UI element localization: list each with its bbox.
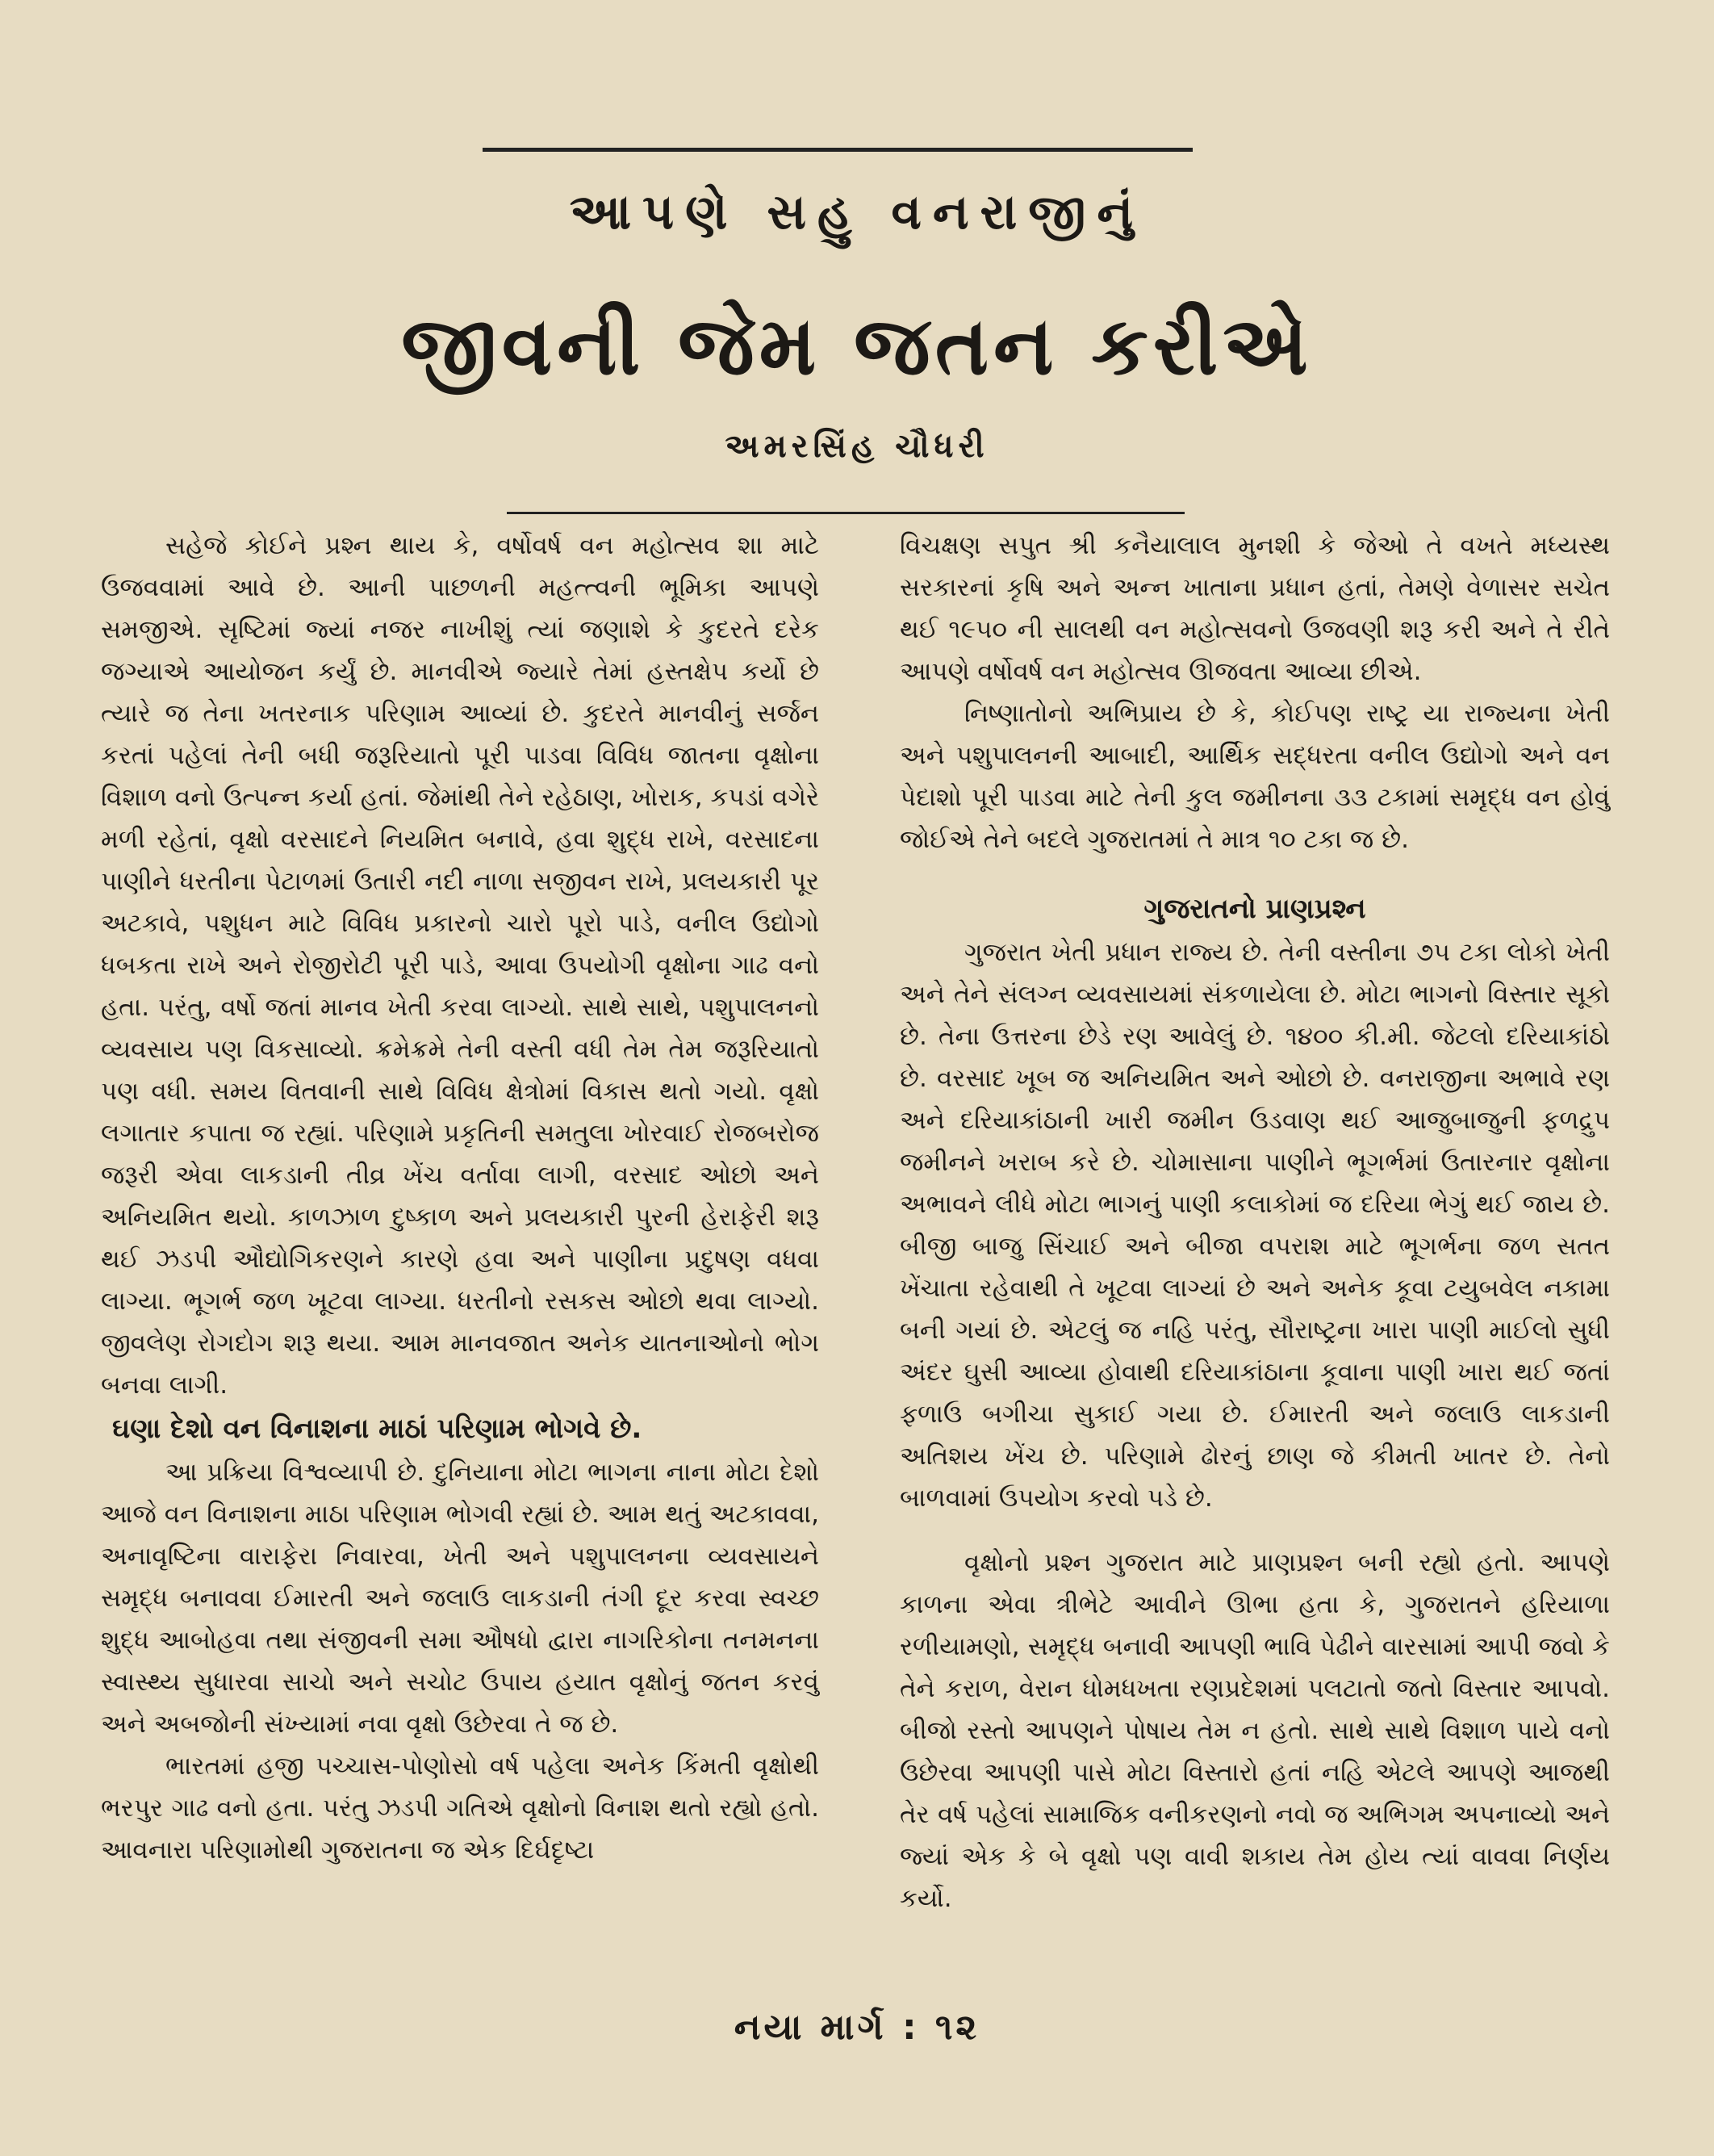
left-column (101, 525, 819, 1871)
section-heading: ગુજરાતનો પ્રાણપ્રશ્ન (1143, 893, 1366, 925)
paragraph: આ પ્રક્રિયા વિશ્વવ્યાપી છે. દુનિયાના મોટા ભાગના નાના મોટા દેશો આજે વન વિનાશના માઠા પરિણામ ભોગવી રહ્યાં છે. આમ થતું અટકાવવા, અનાવૃષ્ટિના વારાફેરા નિવારવા, ખેતી અને પશુપાલનના વ્યવસાયને સમૃદ્ધ બનાવવા ઈમારતી અને જલાઉ લાકડાની તંગી દૂર કરવા સ્વચ્છ શુદ્ધ આબોહવા તથા સંજીવની સમા ઔષધો દ્વારા નાગરિકોના તનમનના સ્વાસ્થ્ય સુધારવા સાચો અને સચોટ ઉપાય હયાત વૃક્ષોનું જતન કરવું અને અબજોની સંખ્યામાં નવા વૃક્ષો ઉછેરવા તે જ છે. (101, 1458, 819, 1739)
page-footer: નયા માર્ગ : ૧૨ (734, 2007, 980, 2048)
article-kicker: આપણે સહુ વનરાજીનું (569, 184, 1145, 241)
paragraph: નિષ્ણાતોનો અભિપ્રાય છે કે, કોઈપણ રાષ્ટ્ર યા રાજ્યના ખેતી અને પશુપાલનની આબાદી, આર્થિક સદ્ધરતા વનીલ ઉદ્યોગો અને વન પેદાશો પૂરી પાડવા માટે તેની કુલ જમીનના ૩૩ ટકામાં સમૃદ્ધ વન હોવું જોઈએ તેને બદલે ગુજરાતમાં તે માત્ર ૧૦ ટકા જ છે. (900, 699, 1610, 854)
top-rule (483, 148, 1193, 152)
right-column (900, 525, 1610, 1919)
paragraph: સહેજે કોઈને પ્રશ્ન થાય કે, વર્ષોવર્ષ વન મહોત્સવ શા માટે ઉજવવામાં આવે છે. આની પાછળની મહત્ત્વની ભૂમિકા આપણે સમજીએ. સૃષ્ટિમાં જ્યાં નજર નાખીશું ત્યાં જણાશે કે કુદરતે દરેક જગ્યાએ આયોજન કર્યું છે. માનવીએ જ્યારે તેમાં હસ્તક્ષેપ કર્યો છે ત્યારે જ તેના ખતરનાક પરિણામ આવ્યાં છે. કુદરતે માનવીનું સર્જન કરતાં પહેલાં તેની બધી જરૂરિયાતો પૂરી પાડવા વિવિધ જાતના વૃક્ષોના વિશાળ વનો ઉત્પન્ન કર્યા હતાં. જેમાંથી તેને રહેઠાણ, ખોરાક, કપડાં વગેરે મળી રહેતાં, વૃક્ષો વરસાદને નિયમિત બનાવે, હવા શુદ્ધ રાખે, વરસાદના પાણીને ધરતીના પેટાળમાં ઉતારી નદી નાળા સજીવન રાખે, પ્રલયકારી પૂર અટકાવે, પશુધન માટે વિવિધ પ્રકારનો ચારો પૂરો પાડે, વનીલ ઉદ્યોગો ધબકતા રાખે અને રોજીરોટી પૂરી પાડે, આવા ઉપયોગી વૃક્ષોના ગાઢ વનો હતા. પરંતુ, વર્ષો જતાં માનવ ખેતી કરવા લાગ્યો. સાથે સાથે, પશુપાલનનો વ્યવસાય પણ વિકસાવ્યો. ક્રમેક્રમે તેની વસ્તી વધી તેમ તેમ જરૂરિયાતો પણ વધી. સમય વિતવાની સાથે વિવિધ ક્ષેત્રોમાં વિકાસ થતો ગયો. વૃક્ષો લગાતાર કપાતા જ રહ્યાં. પરિણામે પ્રકૃતિની સમતુલા ખોરવાઈ રોજબરોજ જરૂરી એવા લાકડાની તીવ્ર ખેંચ વર્તાવા લાગી, વરસાદ ઓછો અને અનિયમિત થયો. કાળઝાળ દુષ્કાળ અને પ્રલયકારી પુરની હેરાફેરી શરૂ થઈ ઝડપી ઔદ્યોગિકરણને કારણે હવા અને પાણીના પ્રદુષણ વધવા લાગ્યા. ભૂગર્ભ જળ ખૂટવા લાગ્યા. ધરતીનો રસકસ ઓછો થવા લાગ્યો. જીવલેણ રોગદોગ શરૂ થયા. આમ માનવજાત અનેક યાતનાઓનો ભોગ બનવા લાગી. (101, 531, 819, 1400)
paragraph: ગુજરાત ખેતી પ્રધાન રાજ્ય છે. તેની વસ્તીના ૭૫ ટકા લોકો ખેતી અને તેને સંલગ્ન વ્યવસાયમાં સંકળાયેલા છે. મોટા ભાગનો વિસ્તાર સૂકો છે. તેના ઉત્તરના છેડે રણ આવેલું છે. ૧૪૦૦ કી.મી. જેટલો દરિયાકાંઠો છે. વરસાદ ખૂબ જ અનિયમિત અને ઓછો છે. વનરાજીના અભાવે રણ અને દરિયાકાંઠાની ખારી જમીન ઉડવાણ થઈ આજુબાજુની ફળદ્રુપ જમીનને ખરાબ કરે છે. ચોમાસાના પાણીને ભૂગર્ભમાં ઉતારનાર વૃક્ષોના અભાવને લીધે મોટા ભાગનું પાણી કલાકોમાં જ દરિયા ભેગું થઈ જાય છે. બીજી બાજુ સિંચાઈ અને બીજા વપરાશ માટે ભૂગર્ભના જળ સતત ખેંચાતા રહેવાથી તે ખૂટવા લાગ્યાં છે અને અનેક કૂવા ટયુબવેલ નકામા બની ગયાં છે. એટલું જ નહિ પરંતુ, સૌરાષ્ટ્રના ખારા પાણી માઈલો સુધી અંદર ઘુસી આવ્યા હોવાથી દરિયાકાંઠાના કૂવાના પાણી ખારા થઈ જતાં ફળાઉ બગીચા સુકાઈ ગયા છે. ઈમારતી અને જલાઉ લાકડાની અતિશય ખેંચ છે. પરિણામે ઢોરનું છાણ જે કીમતી ખાતર છે. તેનો બાળવામાં ઉપયોગ કરવો પડે છે. (900, 938, 1610, 1513)
paragraph: વૃક્ષોનો પ્રશ્ન ગુજરાત માટે પ્રાણપ્રશ્ન બની રહ્યો હતો. આપણે કાળના એવા ત્રીભેટે આવીને ઊભા હતા કે, ગુજરાતને હરિયાળા રળીયામણો, સમૃદ્ધ બનાવી આપણી ભાવિ પેઢીને વારસામાં આપી જવો કે તેને કરાળ, વેરાન ધોમધખતા રણપ્રદેશમાં પલટાતો જતો વિસ્તાર આપવો. બીજો રસ્તો આપણને પોષાય તેમ ન હતો. સાથે સાથે વિશાળ પાયે વનો ઉછેરવા આપણી પાસે મોટા વિસ્તારો હતાં નહિ એટલે આપણે આજથી તેર વર્ષ પહેલાં સામાજિક વનીકરણનો નવો જ અભિગમ અપનાવ્યો અને જ્યાં એક કે બે વૃક્ષો પણ વાવી શકાય તેમ હોય ત્યાં વાવવા નિર્ણય કર્યો. (900, 1548, 1610, 1913)
section-heading: ઘણા દેશો વન વિનાશના માઠાં પરિણામ ભોગવે છે. (112, 1413, 642, 1445)
byline-rule (507, 512, 1185, 514)
article-headline: જીવની જેમ જતન કરીએ (401, 299, 1313, 393)
paragraph: વિચક્ષણ સપુત શ્રી કનૈયાલાલ મુનશી કે જેઓ તે વખતે મધ્યસ્થ સરકારનાં કૃષિ અને અન્ન ખાતાના પ્રધાન હતાં, તેમણે વેળાસર સચેત થઈ ૧૯૫૦ ની સાલથી વન મહોત્સવનો ઉજવણી શરૂ કરી અને તે રીતે આપણે વર્ષોવર્ષ વન મહોત્સવ ઊજવતા આવ્યા છીએ. (900, 531, 1610, 686)
article-author: અમરસિંહ ચૌધરી (725, 428, 989, 465)
paragraph: ભારતમાં હજી પચ્ચાસ-પોણોસો વર્ષ પહેલા અનેક કિંમતી વૃક્ષોથી ભરપુર ગાઢ વનો હતા. પરંતુ ઝડપી ગતિએ વૃક્ષોનો વિનાશ થતો રહ્યો હતો. આવનારા પરિણામોથી ગુજરાતના જ એક દિર્ઘદૃષ્ટા (101, 1752, 819, 1865)
